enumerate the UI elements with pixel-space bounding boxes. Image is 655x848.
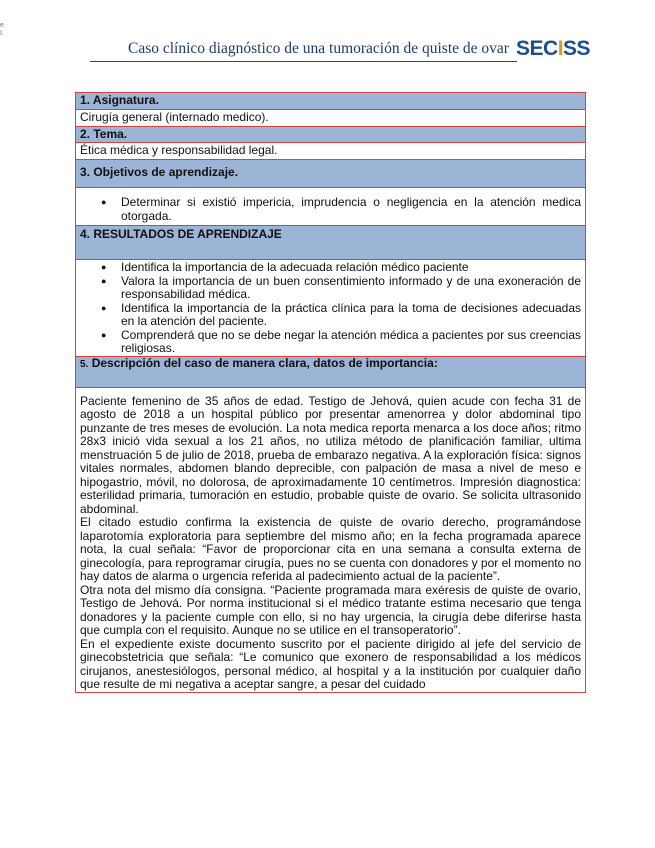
section-body-tema: Ética médica y responsabilidad legal.: [76, 143, 586, 160]
margin-mark: e I.: [0, 22, 4, 37]
list-item: ● Comprenderá que no se debe negar la atención médica a pacientes por sus creencias religiosas.: [121, 329, 581, 356]
list-item: ● Identifica la importancia de la práctica clínica para la toma de decisiones adecuadas en la atención del paciente.: [121, 302, 581, 329]
section-heading-objetivos: 3. Objetivos de aprendizaje.: [76, 160, 586, 188]
section-heading-descripcion: [76, 356, 586, 387]
section-heading-resultados: 4. RESULTADOS DE APRENDIZAJE: [76, 226, 586, 260]
page-header: [0, 0, 655, 70]
list-item: ● Valora la importancia de un buen consentimiento informado y de una exoneración de responsabilidad médica.: [121, 275, 581, 302]
logo-mark-icon: I: [557, 37, 564, 60]
section-heading-asignatura: 1. Asignatura.: [76, 93, 586, 110]
section-body-descripcion: [76, 387, 586, 692]
section-body-asignatura: Cirugía general (internado medico).: [76, 109, 586, 126]
case-paragraph: El citado estudio confirma la existencia de quiste de ovario derecho, programándose laparotomía exploratoria para septiembre del mismo año; en la fecha programada aparece nota, la cual señala: “Favor de proporcionar cita en una semana a consulta externa de ginecología, para reprogramar cirugía, pues no se cuenta con donadores y por el momento no hay datos de alarma o urgencia referida al padecimiento actual de la paciente”.: [80, 515, 581, 583]
resultados-list: [80, 261, 581, 356]
list-item: ● Identifica la importancia de la adecuada relación médico paciente: [121, 261, 581, 275]
document-title: Caso clínico diagnóstico de una tumoración de quiste de ovar: [128, 40, 509, 57]
section-heading-number: 5.: [80, 358, 89, 370]
section-heading-text: Descripción del caso de manera clara, datos de importancia:: [91, 355, 438, 370]
case-paragraph: Paciente femenino de 35 años de edad. Testigo de Jehová, quien acude con fecha 31 de agosto de 2018 a un hospital público por presentar amenorrea y dolor abdominal tipo punzante de tres meses de evolución. La nota medica reporta menarca a los doce años; ritmo 28x3 inició vida sexual a los 21 años, no utiliza método de planificación familiar, ultima menstruación 5 de julio de 2018, prueba de embarazo negativa. A la exploración física: signos vitales normales, abdomen blando deprecible, con palpación de masa a nivel de meso e hipogastrio, móvil, no dolorosa, de aproximadamente 10 centímetros. Impresión diagnostica: esterilidad primaria, tumoración en estudio, probable quiste de ovario. Se solicita ultrasonido abdominal.: [80, 393, 581, 516]
case-paragraph: En el expediente existe documento suscrito por el paciente dirigido al jefe del servicio de ginecobstetricia que señala: “Le comunico que exonero de responsabilidad a los médicos cirujanos, anestesiólogos, personal médico, al hospital y a la institución por cualquier daño que resulte de mi negativa a aceptar sangre, a pesar del cuidado: [80, 636, 581, 691]
list-item: ● Determinar si existió impericia, imprudencia o negligencia en la atención medica otorgada.: [121, 196, 581, 223]
logo-text-main: SEC: [516, 37, 558, 60]
section-body-objetivos: [76, 188, 586, 226]
case-paragraph: Otra nota del mismo día consigna. “Paciente programada mara exéresis de quiste de ovario, Testigo de Jehová. Por norma institucional si el médico tratante estima necesario que tenga donadores y la paciente cumple con ello, si no hay urgencia, la cirugía debe diferirse hasta que cumpla con el requisito. Aunque no se utilice en el transoperatorio”.: [80, 582, 581, 637]
header-rule: [90, 61, 517, 62]
seciss-logo: [516, 37, 590, 65]
section-body-resultados: [76, 260, 586, 357]
section-heading-tema: 2. Tema.: [76, 126, 586, 143]
objetivos-list: [80, 196, 581, 223]
logo-text-end: SS: [563, 37, 591, 60]
case-table: [75, 92, 586, 693]
